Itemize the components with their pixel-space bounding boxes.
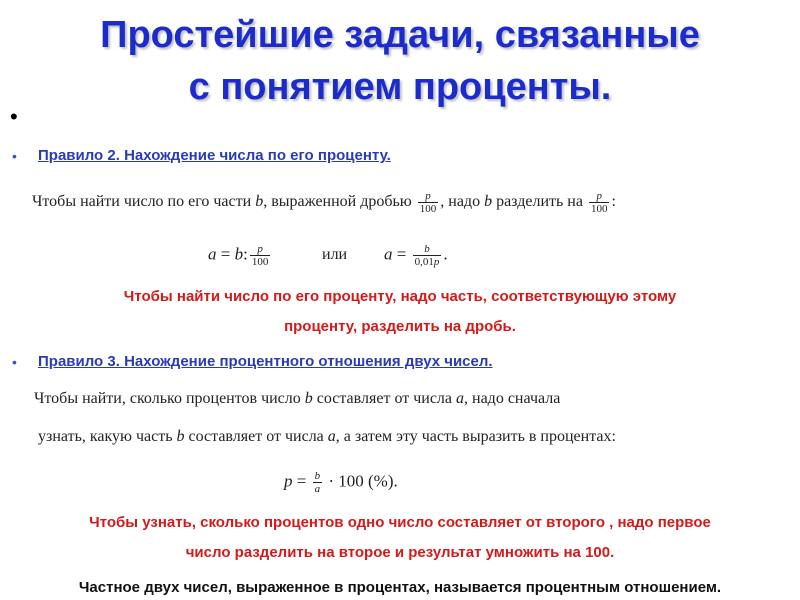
bullet-rule3: •: [12, 354, 17, 370]
rule2-fraction-2: [589, 190, 610, 215]
rule2-red-line2: проценту, разделить на дробь.: [284, 318, 516, 335]
rule2-text-part5: :: [611, 193, 616, 211]
formula1-eq: =: [216, 244, 235, 264]
rule2-formula-2: [384, 243, 448, 268]
rule3-line1-c: составляет от числа: [312, 390, 457, 407]
rule3-line2-a: узнать, какую часть: [38, 428, 177, 445]
page-title-line1: Простейшие задачи, связанные: [100, 14, 700, 56]
rule2-text: [32, 190, 616, 215]
formula1-fraction: [250, 243, 271, 268]
rule2-text-part3: , надо: [440, 193, 485, 211]
rule2-formula-1: [208, 243, 272, 268]
frac2-den: 100: [590, 203, 608, 215]
rule3-line2-e: , а затем эту часть выразить в процентах:: [335, 428, 616, 445]
rule3-line1-a: Чтобы найти, сколько процентов число: [34, 390, 305, 407]
rule3-formula-fraction: [313, 470, 323, 495]
rule3-line2-c: составляет от числа: [184, 428, 328, 445]
rule3-heading: Правило 3. Нахождение процентного отношения двух чисел.: [38, 353, 493, 370]
rule3-line1-e: , надо сначала: [464, 390, 561, 407]
rule3-line1-d: a: [456, 390, 465, 407]
formula2-frac-den-var: p: [433, 256, 440, 268]
rule3-formula-frac-den: [313, 482, 323, 495]
rule3-line2: [38, 428, 616, 446]
rule3-line1: [34, 390, 560, 408]
formula2-frac-den-num: 0,01: [414, 256, 434, 268]
formula2-frac-den: [413, 255, 442, 268]
frac1-den: 100: [419, 203, 437, 215]
rule2-text-part4: разделить на: [492, 193, 587, 211]
formula2-end: .: [443, 244, 448, 264]
rule2-var-b2: b: [484, 193, 493, 211]
rule2-text-part2: , выраженной дробью: [263, 193, 416, 211]
or-word: или: [322, 246, 348, 263]
formula1-lhs: a: [208, 244, 217, 264]
formula1-frac-den: 100: [251, 256, 269, 268]
frac1-num: p: [425, 190, 431, 202]
rule3-line2-b: b: [176, 428, 185, 445]
rule3-formula: [284, 470, 398, 495]
formula2-fraction: [413, 243, 442, 268]
rule3-formula-frac-num: b: [314, 470, 321, 482]
rule3-formula-eq: =: [292, 471, 311, 491]
formula1-colon: :: [243, 244, 248, 264]
rule2-text-part1: Чтобы найти число по его части: [32, 193, 256, 211]
frac2-num: p: [596, 190, 602, 202]
rule3-formula-lhs: p: [284, 471, 293, 491]
formula2-eq: =: [392, 244, 411, 264]
formula1-frac-num: p: [257, 243, 263, 255]
bullet-dot: •: [10, 104, 18, 129]
rule3-formula-rest: · 100 (%).: [324, 471, 398, 491]
page-title-line2: с понятием проценты.: [188, 66, 612, 108]
rule3-red-line2: число разделить на второе и результат умножить на 100.: [185, 544, 615, 561]
rule2-red-line1: Чтобы найти число по его проценту, надо часть, соответствующую этому: [123, 288, 677, 305]
rule3-red-line1: Чтобы узнать, сколько процентов одно число составляет от второго , надо первое: [89, 514, 711, 531]
formula2-lhs: a: [384, 244, 393, 264]
formula1-b: b: [234, 244, 244, 264]
footer-definition: Частное двух чисел, выраженное в процентах, называется процентным отношением.: [78, 579, 722, 596]
formula2-frac-num: b: [424, 243, 430, 255]
bullet-rule2: •: [12, 148, 17, 164]
rule2-var-b1: b: [255, 193, 264, 211]
rule3-line1-b: b: [304, 390, 313, 407]
rule3-line2-d: a: [327, 428, 336, 445]
rule2-fraction-1: [418, 190, 439, 215]
rule2-heading: Правило 2. Нахождение числа по его проценту.: [38, 147, 391, 164]
rule3-formula-frac-den-var: a: [314, 483, 321, 495]
